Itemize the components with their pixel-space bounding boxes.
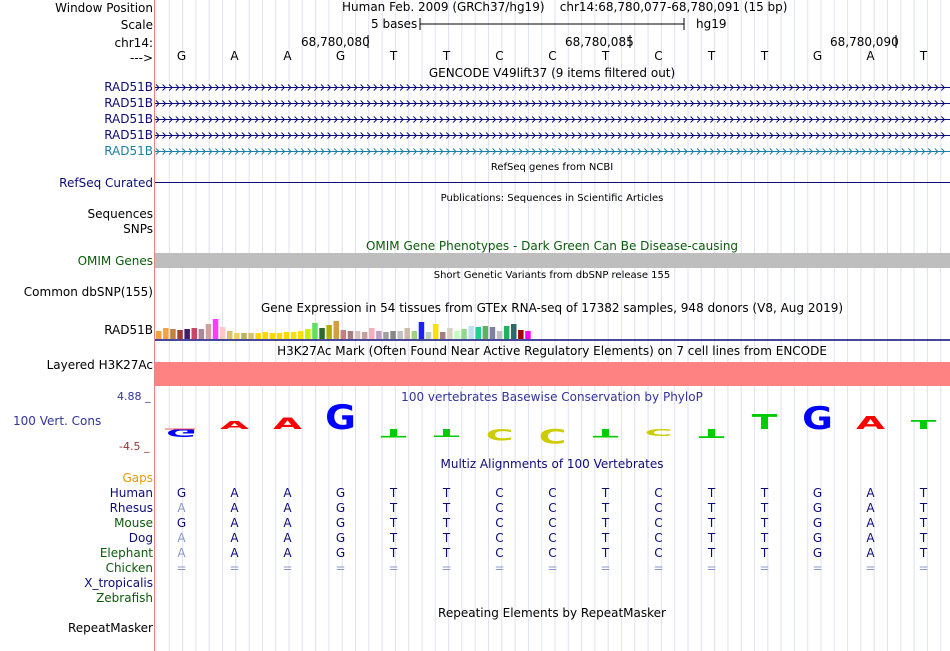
position-text: chr14:68,780,077-68,780,091 (15 bp) — [559, 0, 788, 14]
repeatmasker-track-title[interactable]: Repeating Elements by RepeatMasker — [438, 606, 666, 620]
sequences-label[interactable]: Sequences — [87, 207, 153, 221]
h3k27ac-track-title[interactable]: H3K27Ac Mark (Often Found Near Active Regulatory Elements) on 7 cell lines from ENCODE — [277, 344, 827, 358]
omim-track-title[interactable]: OMIM Gene Phenotypes - Dark Green Can Be Disease-causing — [365, 239, 739, 253]
dna-base: T — [601, 49, 610, 63]
alignment-base: T — [389, 546, 398, 560]
alignment-base: T — [601, 516, 610, 530]
alignment-base: T — [760, 516, 769, 530]
dbsnp-track-title[interactable]: Short Genetic Variants from dbSNP release 155 — [433, 270, 671, 281]
dna-base: C — [495, 49, 504, 63]
alignment-base: A — [177, 546, 186, 560]
dna-base: G — [335, 49, 346, 63]
alignment-base: T — [442, 546, 451, 560]
phylop-letter: A — [219, 420, 250, 432]
phylop-letter: T — [433, 426, 460, 440]
alignment-base: T — [707, 531, 716, 545]
gencode-transcript-label[interactable]: RAD51B — [104, 112, 153, 126]
alignment-base: C — [548, 501, 557, 515]
alignment-base: T — [601, 546, 610, 560]
species-label[interactable]: Dog — [128, 531, 153, 545]
phylop-track-title[interactable]: 100 vertebrates Basewise Conservation by PhyloP — [401, 390, 703, 404]
dna-base: T — [442, 49, 451, 63]
strand-label: ---> — [129, 51, 153, 65]
species-label[interactable]: Chicken — [105, 561, 153, 575]
layered-h3k27ac-label[interactable]: Layered H3K27Ac — [46, 358, 153, 372]
alignment-base: G — [176, 516, 187, 530]
alignment-base: C — [654, 486, 663, 500]
omim-genes-label[interactable]: OMIM Genes — [77, 254, 153, 268]
alignment-base: A — [866, 501, 875, 515]
phylop-max-label: 4.88 _ — [117, 390, 151, 403]
alignment-base: C — [654, 531, 663, 545]
alignment-base: T — [707, 486, 716, 500]
alignment-base: C — [495, 516, 504, 530]
species-label[interactable]: Zebrafish — [96, 591, 153, 605]
dna-base: T — [707, 49, 716, 63]
phylop-min-label: -4.5 _ — [119, 440, 150, 453]
alignment-base: T — [919, 531, 928, 545]
alignment-base: = — [865, 561, 876, 575]
alignment-base: A — [283, 531, 292, 545]
alignment-base: C — [654, 501, 663, 515]
alignment-base: A — [283, 546, 292, 560]
phylop-letter: T — [910, 417, 937, 433]
alignment-base: T — [601, 531, 610, 545]
alignment-base: T — [707, 516, 716, 530]
alignment-base: = — [918, 561, 929, 575]
alignment-base: A — [230, 501, 239, 515]
phylop-letter: T — [380, 426, 407, 440]
alignment-base: = — [706, 561, 717, 575]
alignment-base: T — [389, 486, 398, 500]
alignment-base: = — [600, 561, 611, 575]
species-label[interactable]: X_tropicalis — [84, 576, 153, 590]
alignment-base: C — [548, 486, 557, 500]
alignment-base: T — [389, 501, 398, 515]
alignment-base: T — [919, 501, 928, 515]
alignment-base: T — [919, 516, 928, 530]
snps-label[interactable]: SNPs — [123, 222, 153, 236]
alignment-base: T — [442, 486, 451, 500]
alignment-base: = — [494, 561, 505, 575]
alignment-base: = — [388, 561, 399, 575]
alignment-base: = — [547, 561, 558, 575]
gencode-transcript-label[interactable]: RAD51B — [104, 128, 153, 142]
species-label[interactable]: Rhesus — [109, 501, 153, 515]
phylop-letter: G — [325, 398, 356, 438]
scale-label: Scale — [120, 18, 153, 32]
dna-base: G — [812, 49, 823, 63]
scale-db: hg19 — [696, 17, 727, 31]
alignment-base: T — [442, 501, 451, 515]
alignment-base: A — [230, 531, 239, 545]
alignment-base: = — [759, 561, 770, 575]
alignment-base: C — [548, 546, 557, 560]
dna-base: T — [389, 49, 398, 63]
dna-base: C — [654, 49, 663, 63]
dna-base: A — [283, 49, 292, 63]
alignment-base: G — [335, 516, 346, 530]
alignment-base: A — [230, 546, 239, 560]
dna-base: T — [919, 49, 928, 63]
dna-base: A — [230, 49, 239, 63]
gencode-transcript-label[interactable]: RAD51B — [104, 80, 153, 94]
alignment-base: G — [812, 501, 823, 515]
multiz-track-title[interactable]: Multiz Alignments of 100 Vertebrates — [440, 457, 664, 471]
assembly-text: Human Feb. 2009 (GRCh37/hg19) — [342, 0, 545, 14]
chrom-label: chr14: — [114, 36, 153, 50]
alignment-base: A — [230, 516, 239, 530]
alignment-base: T — [760, 531, 769, 545]
alignment-base: = — [441, 561, 452, 575]
alignment-base: G — [335, 531, 346, 545]
phylop-letter: G — [802, 400, 833, 438]
alignment-base: G — [176, 486, 187, 500]
alignment-base: = — [229, 561, 240, 575]
phylop-letter: C — [485, 425, 514, 444]
phylop-letter: C — [644, 426, 673, 438]
alignment-base: A — [866, 546, 875, 560]
gtex-gene-label[interactable]: RAD51B — [104, 323, 153, 337]
alignment-base: = — [335, 561, 346, 575]
gaps-label: Gaps — [122, 471, 153, 485]
alignment-base: A — [177, 501, 186, 515]
alignment-base: = — [812, 561, 823, 575]
alignment-base: = — [176, 561, 187, 575]
alignment-base: T — [919, 486, 928, 500]
species-label[interactable]: Elephant — [99, 546, 153, 560]
alignment-base: A — [230, 486, 239, 500]
alignment-base: T — [389, 531, 398, 545]
alignment-base: A — [866, 516, 875, 530]
alignment-base: C — [654, 516, 663, 530]
alignment-base: T — [601, 486, 610, 500]
alignment-base: C — [548, 516, 557, 530]
alignment-base: C — [495, 486, 504, 500]
dna-base: C — [548, 49, 557, 63]
dna-base: T — [760, 49, 769, 63]
scale-bases: 5 bases — [371, 17, 418, 31]
window-position-label: Window Position — [55, 1, 153, 15]
species-label[interactable]: Human — [109, 486, 153, 500]
coord-label: 68,780,080 — [301, 35, 370, 49]
phylop-letter: T — [751, 410, 778, 435]
alignment-base: A — [283, 501, 292, 515]
alignment-base: T — [707, 501, 716, 515]
alignment-base: A — [283, 516, 292, 530]
refseq-curated-label[interactable]: RefSeq Curated — [59, 176, 153, 190]
alignment-base: T — [760, 546, 769, 560]
alignment-base: T — [760, 501, 769, 515]
alignment-base: G — [335, 486, 346, 500]
alignment-base: G — [812, 531, 823, 545]
alignment-base: T — [919, 546, 928, 560]
alignment-base: T — [442, 516, 451, 530]
alignment-base: A — [866, 486, 875, 500]
gencode-track-title[interactable]: GENCODE V49lift37 (9 items filtered out) — [428, 66, 676, 80]
alignment-base: T — [442, 531, 451, 545]
phylop-letter: T — [592, 426, 619, 440]
alignment-base: T — [760, 486, 769, 500]
alignment-base: C — [654, 546, 663, 560]
alignment-base: T — [707, 546, 716, 560]
gencode-transcript-label[interactable]: RAD51B — [104, 144, 153, 158]
dna-base: A — [866, 49, 875, 63]
alignment-base: C — [495, 501, 504, 515]
phylop-letter: G — [166, 426, 197, 438]
alignment-base: A — [177, 531, 186, 545]
phylop-track-label[interactable]: 100 Vert. Cons — [13, 414, 102, 428]
species-label[interactable]: Mouse — [114, 516, 153, 530]
alignment-base: G — [812, 486, 823, 500]
alignment-base: A — [866, 531, 875, 545]
alignment-base: A — [283, 486, 292, 500]
publications-track-title[interactable]: Publications: Sequences in Scientific Articles — [440, 193, 664, 204]
alignment-base: C — [495, 546, 504, 560]
gtex-track-title[interactable]: Gene Expression in 54 tissues from GTEx RNA-seq of 17382 samples, 948 donors (V8, Aug 2019) — [260, 301, 844, 315]
alignment-base: T — [389, 516, 398, 530]
coord-label: 68,780,085 — [565, 35, 634, 49]
repeatmasker-label[interactable]: RepeatMasker — [67, 621, 153, 635]
phylop-letter: A — [272, 414, 303, 433]
phylop-letter: T — [698, 425, 725, 441]
phylop-letter: C — [538, 423, 567, 447]
common-dbsnp-label[interactable]: Common dbSNP(155) — [23, 285, 153, 299]
gencode-transcript-label[interactable]: RAD51B — [104, 96, 153, 110]
alignment-base: C — [495, 531, 504, 545]
alignment-base: = — [282, 561, 293, 575]
alignment-base: G — [812, 516, 823, 530]
alignment-base: C — [548, 531, 557, 545]
alignment-base: G — [335, 501, 346, 515]
alignment-base: T — [601, 501, 610, 515]
refseq-track-title[interactable]: RefSeq genes from NCBI — [490, 162, 614, 173]
dna-base: G — [176, 49, 187, 63]
alignment-base: = — [653, 561, 664, 575]
alignment-base: G — [812, 546, 823, 560]
alignment-base: G — [335, 546, 346, 560]
phylop-letter: A — [855, 412, 886, 434]
coord-label: 68,780,090 — [830, 35, 899, 49]
